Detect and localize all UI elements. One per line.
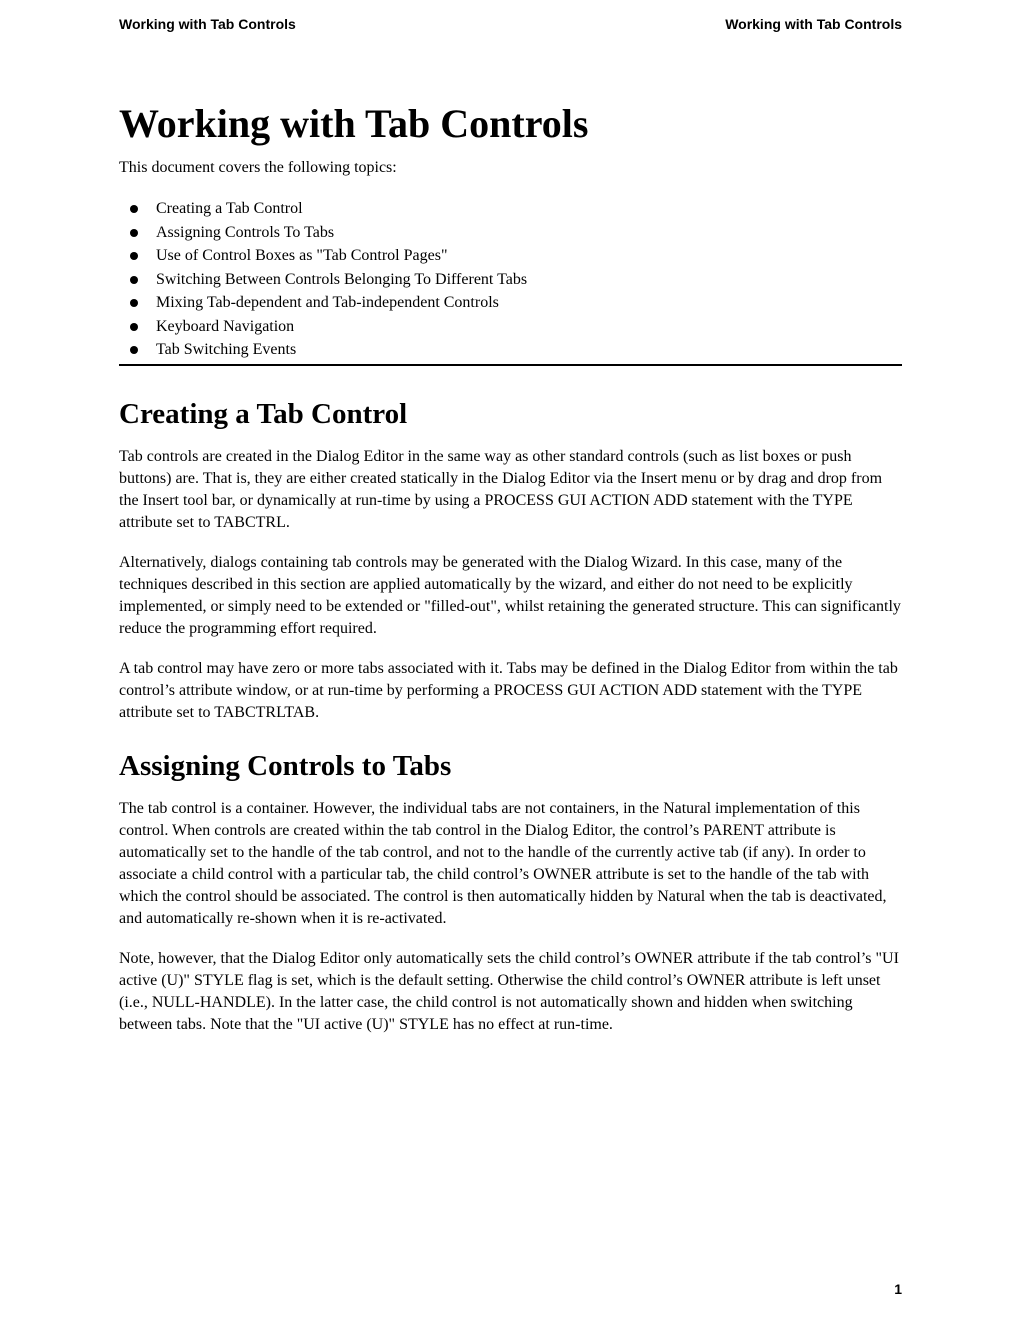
topic-label: Tab Switching Events bbox=[156, 341, 297, 358]
bullet-icon bbox=[130, 205, 138, 213]
topic-link-mixing-controls[interactable] bbox=[119, 291, 902, 315]
paragraph: The tab control is a container. However, the individual tabs are not containers, in the Natural implementation of this control. When controls are created within the tab control in the Dialog Editor, the control’s PARENT attribute is automatically set to the handle of the tab control, and not to the handle of the currently active tab (if any). In order to associate a child control with a particular tab, the child control’s OWNER attribute is set to the handle of the tab with which the control should be associated. The control is then automatically hidden by Natural when the tab is deactivated, and automatically re-shown when it is re-activated. bbox=[119, 799, 887, 927]
page-number: 1 bbox=[894, 1281, 902, 1297]
header-left-title: Working with Tab Controls bbox=[119, 16, 296, 32]
section-divider bbox=[119, 364, 902, 366]
bullet-icon bbox=[130, 299, 138, 307]
topic-label: Assigning Controls To Tabs bbox=[156, 223, 335, 241]
topic-label: Creating a Tab Control bbox=[156, 200, 303, 217]
section-heading-assigning: Assigning Controls to Tabs bbox=[119, 749, 452, 782]
paragraph: Tab controls are created in the Dialog Editor in the same way as other standard controls (such as list boxes or push buttons) are. That is, they are either created statically in the Dialog Editor via the Insert menu or by drag and drop from the Insert tool bar, or dynamically at run-time by using a PROCESS GUI ACTION ADD statement with the TYPE attribute set to TABCTRL. bbox=[119, 447, 883, 531]
topic-label: Mixing Tab-dependent and Tab-independent Controls bbox=[156, 294, 499, 311]
section-heading-creating: Creating a Tab Control bbox=[119, 397, 408, 430]
page-title: Working with Tab Controls bbox=[119, 101, 589, 146]
bullet-icon bbox=[130, 346, 138, 354]
running-header bbox=[119, 15, 902, 33]
bullet-icon bbox=[130, 229, 138, 237]
topic-link-control-boxes[interactable] bbox=[119, 244, 902, 268]
bullet-icon bbox=[130, 252, 138, 260]
topics-list bbox=[119, 197, 902, 362]
topic-label: Switching Between Controls Belonging To Different Tabs bbox=[156, 270, 528, 288]
topic-link-creating-tab-control[interactable] bbox=[119, 197, 902, 221]
intro-text: This document covers the following topics: bbox=[119, 159, 397, 176]
topic-label: Keyboard Navigation bbox=[156, 317, 295, 335]
bullet-icon bbox=[130, 323, 138, 331]
document-body bbox=[119, 96, 902, 1036]
paragraph: Note, however, that the Dialog Editor only automatically sets the child control’s OWNER attribute if the tab control’s "UI active (U)" STYLE flag is set, which is the default setting. Otherwise the child control’s OWNER attribute is left unset (i.e., NULL-HANDLE). In the latter case, the child control is not automatically shown and hidden when switching between tabs. Note that the "UI active (U)" STYLE has no effect at run-time. bbox=[119, 949, 899, 1033]
paragraph: Alternatively, dialogs containing tab controls may be generated with the Dialog Wizard. In this case, many of the techniques described in this section are applied automatically by the wizard, and either do not need to be explicitly implemented, or simply need to be extended or "filled-out", whilst retaining the generated structure. This can significantly reduce the programming effort required. bbox=[119, 553, 901, 637]
topic-link-keyboard-navigation[interactable] bbox=[119, 315, 902, 339]
topic-link-tab-switching-events[interactable] bbox=[119, 338, 902, 362]
header-right-title: Working with Tab Controls bbox=[725, 16, 902, 32]
topic-label: Use of Control Boxes as "Tab Control Pages" bbox=[156, 247, 448, 264]
topic-link-switching-controls[interactable] bbox=[119, 268, 902, 292]
paragraph: A tab control may have zero or more tabs associated with it. Tabs may be defined in the Dialog Editor from within the tab control’s attribute window, or at run-time by performing a PROCESS GUI ACTION ADD statement with the TYPE attribute set to TABCTRLTAB. bbox=[119, 659, 898, 721]
bullet-icon bbox=[130, 276, 138, 284]
topic-link-assigning-controls[interactable] bbox=[119, 221, 902, 245]
